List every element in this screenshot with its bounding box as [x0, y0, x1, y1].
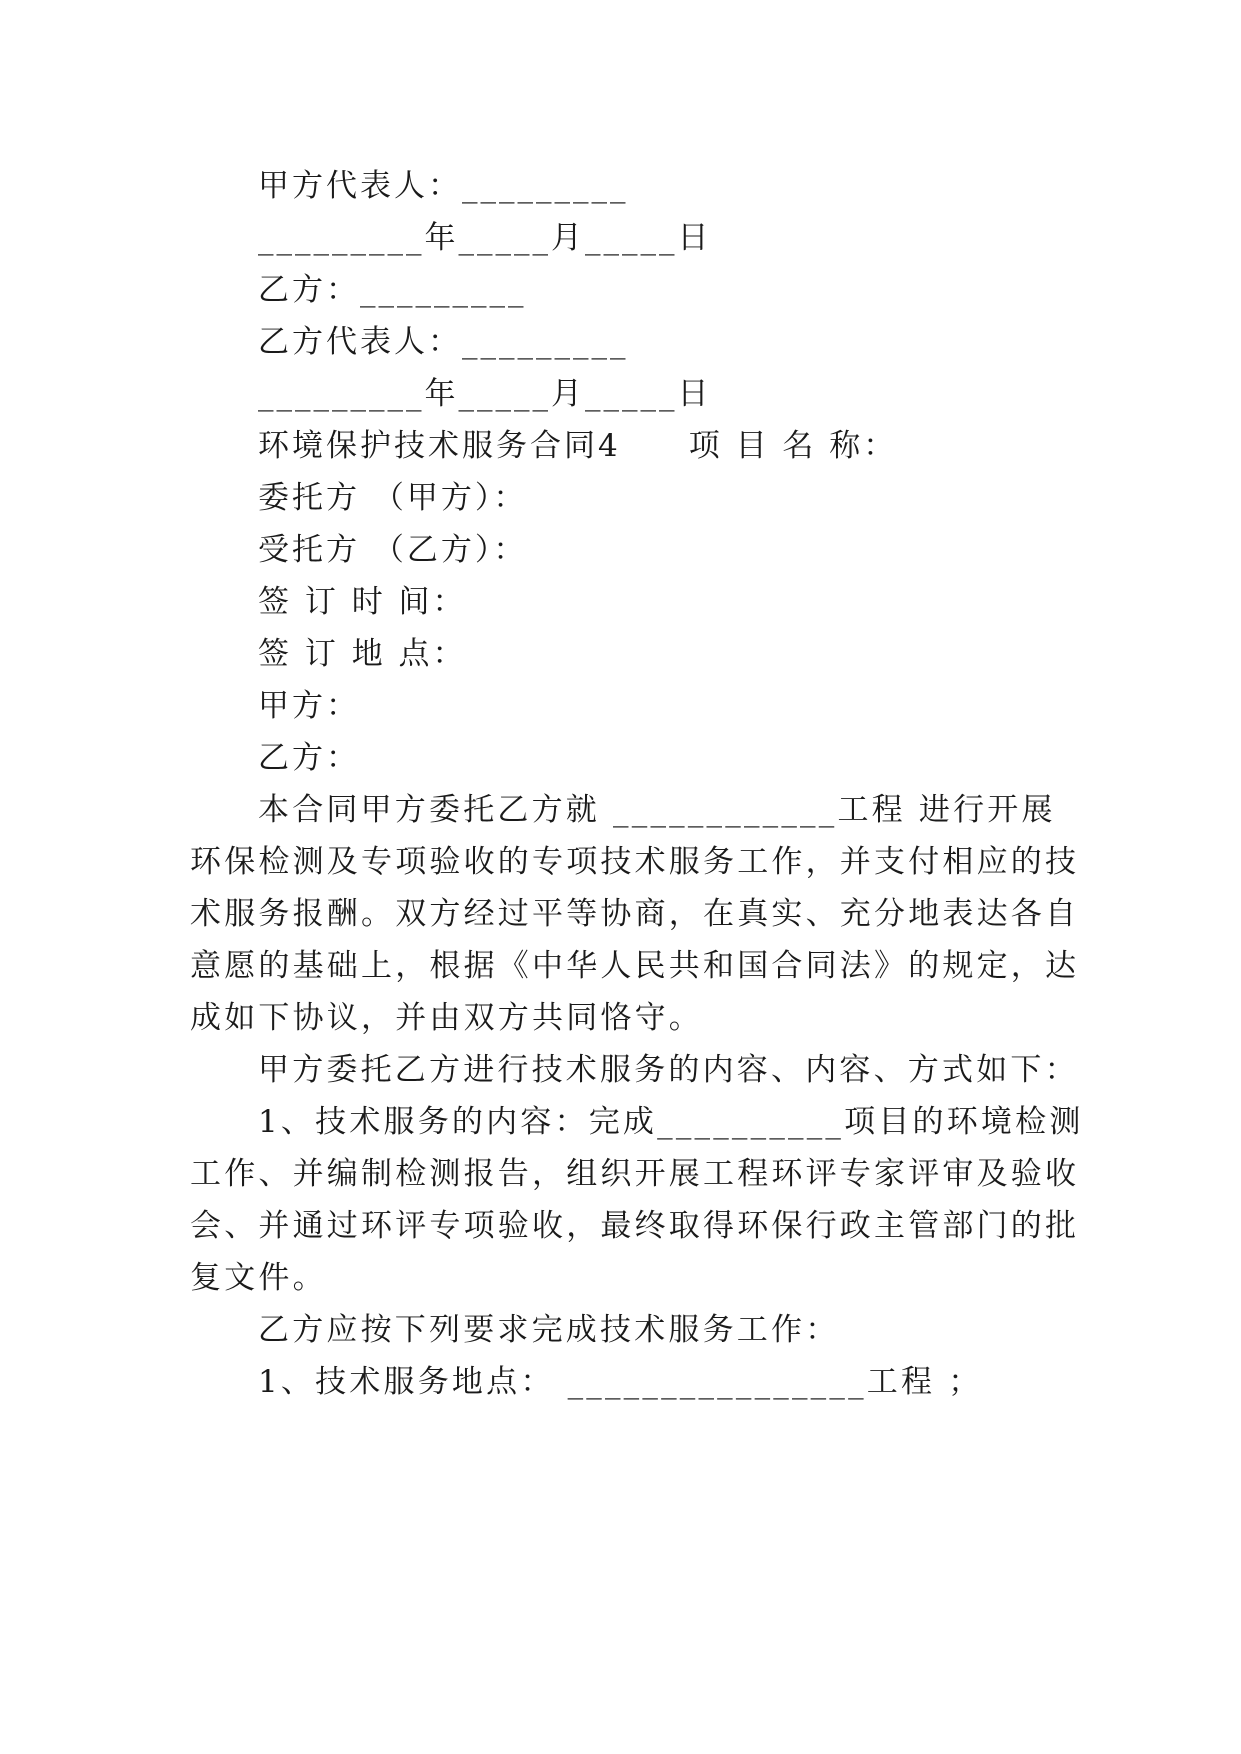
paragraph-1-line-1: 本合同甲方委托乙方就 ____________工程 进行开展 [258, 792, 1056, 828]
contractor-line: 受托方 （乙方）： [258, 532, 528, 568]
party-b-line: 乙方：_________ [258, 272, 527, 308]
paragraph-1-line-3: 术服务报酬。双方经过平等协商，在真实、充分地表达各自 [190, 896, 1080, 932]
paragraph-3-line-4: 复文件。 [190, 1260, 327, 1296]
party-b-line-2: 乙方： [258, 740, 360, 776]
contract-title-line: 环境保护技术服务合同4 项 目 名 称： [258, 428, 898, 464]
paragraph-4-line-1: 乙方应按下列要求完成技术服务工作： [258, 1312, 840, 1348]
paragraph-3-line-3: 会、并通过环评专项验收，最终取得环保行政主管部门的批 [190, 1208, 1080, 1244]
paragraph-1-line-5: 成如下协议，并由双方共同恪守。 [190, 1000, 703, 1036]
paragraph-3-line-2: 工作、并编制检测报告，组织开展工程环评专家评审及验收 [190, 1156, 1080, 1192]
signing-place-line: 签 订 地 点： [258, 636, 467, 672]
party-a-line: 甲方： [258, 688, 360, 724]
party-a-representative-line: 甲方代表人：_________ [258, 168, 629, 204]
signing-time-line: 签 订 时 间： [258, 584, 467, 620]
paragraph-5-line-1: 1、技术服务地点： ________________工程 ； [258, 1364, 983, 1400]
party-b-date-line: _________年_____月_____日 [258, 376, 712, 412]
party-a-date-line: _________年_____月_____日 [258, 220, 712, 256]
party-b-representative-line: 乙方代表人：_________ [258, 324, 629, 360]
paragraph-1-line-4: 意愿的基础上，根据《中华人民共和国合同法》的规定，达 [190, 948, 1080, 984]
paragraph-3-line-1: 1、技术服务的内容：完成__________项目的环境检测 [258, 1104, 1084, 1140]
paragraph-2-line-1: 甲方委托乙方进行技术服务的内容、内容、方式如下： [258, 1052, 1079, 1088]
client-line: 委托方 （甲方）： [258, 480, 528, 516]
paragraph-1-line-2: 环保检测及专项验收的专项技术服务工作，并支付相应的技 [190, 844, 1080, 880]
